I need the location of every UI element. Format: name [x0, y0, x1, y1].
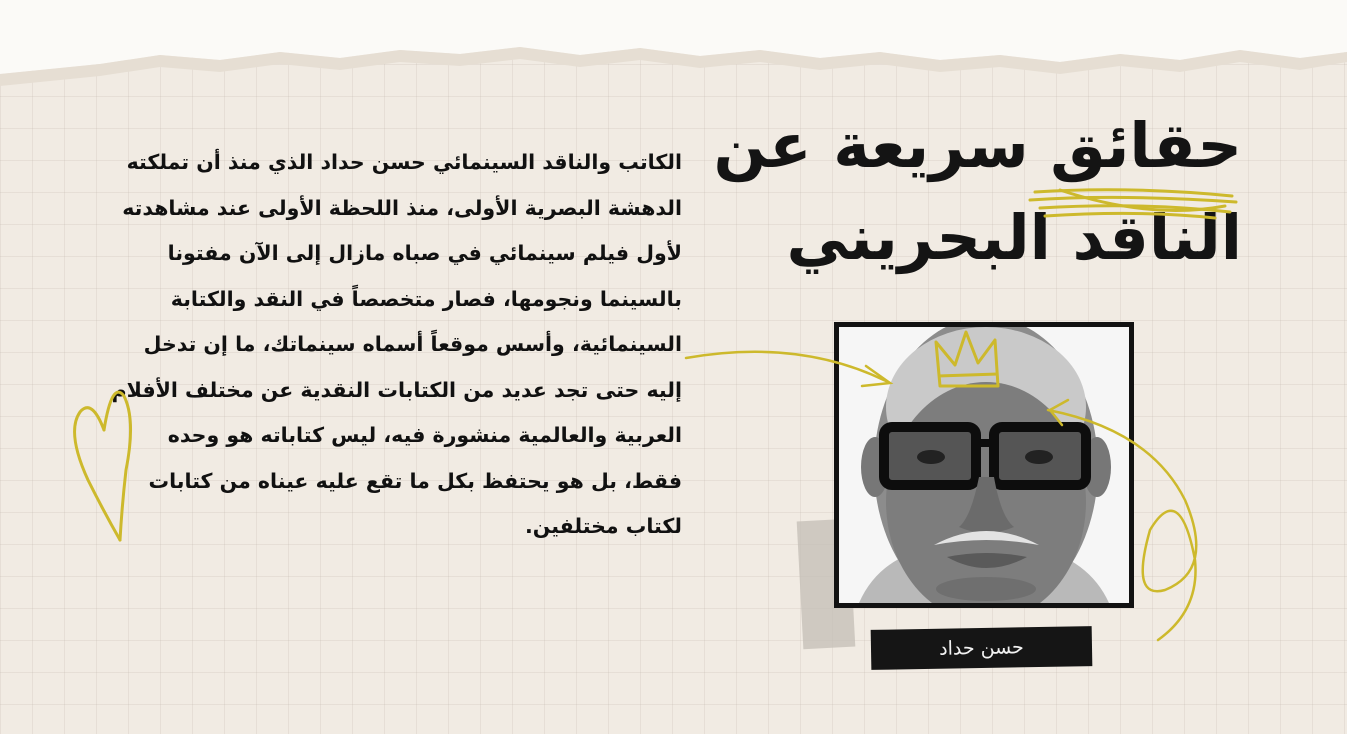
title-line-2: الناقد البحريني: [786, 201, 1242, 274]
bio-paragraph: الكاتب والناقد السينمائي حسن حداد الذي منذ أن تملكته الدهشة البصرية الأولى، منذ اللحظة الأولى عند مشاهدته لأول فيلم سينمائي في صباه مازال إلى الآن مفتونا بالسينما ونجومها، فصار متخصصاً في النقد والكتابة السينمائية، وأسس موقعاً أسماه سينماتك، ما إن تدخل إليه حتى تجد عديد من الكتابات النقدية عن مختلف الأفلام العربية والعالمية منشورة فيه، ليس كتاباته هو وحده فقط، بل هو يحتفظ بكل ما تقع عليه عيناه من كتابات لكتاب مختلفين.: [111, 150, 682, 538]
page-title: [682, 100, 1242, 284]
title-line-1: حقائق سريعة عن: [713, 109, 1242, 182]
portrait-photo: [834, 322, 1134, 608]
torn-paper-top: [0, 0, 1347, 110]
photo-caption: حسن حداد: [871, 626, 1093, 670]
